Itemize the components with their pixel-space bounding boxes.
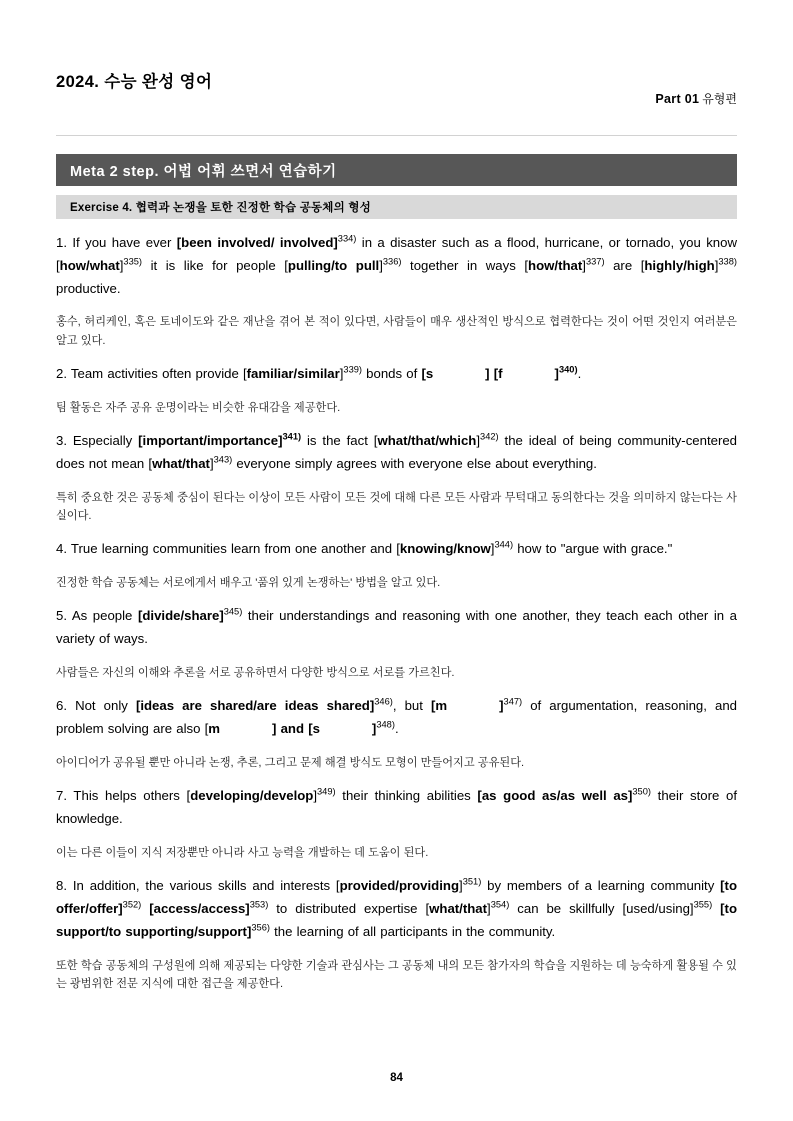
question-korean-translation: 특히 중요한 것은 공동체 중심이 된다는 이상이 모든 사람이 모든 것에 대해 다른 모든 사람과 무턱대고 동의한다는 것을 의미하지 않는다는 사실이다. bbox=[56, 491, 737, 522]
answer-blank[interactable] bbox=[447, 695, 499, 718]
sentence-text: their store of knowledge. bbox=[56, 788, 737, 826]
footnote-marker: 340) bbox=[558, 364, 578, 375]
answer-blank[interactable] bbox=[220, 718, 272, 741]
question-item bbox=[56, 430, 737, 525]
footnote-marker: 354) bbox=[490, 899, 510, 910]
sentence-text: ] bbox=[313, 788, 318, 804]
question-english-text bbox=[56, 232, 737, 300]
question-item bbox=[56, 605, 737, 682]
sentence-text: it is like for people [ bbox=[142, 257, 288, 273]
choice-option: [important/importance] bbox=[138, 433, 283, 449]
choice-option: ] bbox=[499, 698, 504, 714]
question-english-text bbox=[56, 538, 737, 561]
choice-option: and bbox=[276, 721, 309, 737]
choice-option: provided/providing bbox=[339, 878, 460, 894]
sentence-text: ] bbox=[209, 455, 214, 471]
sentence-text: 1. If you have ever bbox=[56, 235, 177, 251]
running-head bbox=[56, 0, 737, 121]
choice-option: familiar/similar bbox=[246, 365, 340, 381]
question-korean-translation: 이는 다른 이들이 지식 저장뿐만 아니라 사고 능력을 개발하는 데 도움이 된다. bbox=[56, 846, 429, 859]
footnote-marker: 336) bbox=[382, 256, 402, 267]
footnote-marker: 351) bbox=[462, 876, 482, 887]
footnote-marker: 344) bbox=[494, 539, 514, 550]
choice-option: [f bbox=[493, 365, 503, 381]
exercise-banner bbox=[56, 195, 737, 219]
sentence-text: is the fact [ bbox=[301, 433, 378, 449]
sentence-text: in a disaster such as a flood, hurricane, or tornado, you know [ bbox=[56, 235, 737, 273]
footnote-marker: 345) bbox=[223, 607, 243, 618]
sentence-text: 4. True learning communities learn from one another and [ bbox=[56, 541, 400, 557]
question-english-text bbox=[56, 785, 737, 830]
sentence-text: how to "argue with grace." bbox=[513, 541, 673, 557]
sentence-text: their understandings and reasoning with one another, they teach each other in a variety of ways. bbox=[56, 608, 737, 647]
sentence-text: their thinking abilities bbox=[335, 788, 478, 804]
choice-option: [s bbox=[421, 365, 434, 381]
sentence-text: productive. bbox=[56, 280, 121, 296]
footnote-marker: 350) bbox=[632, 786, 651, 797]
footnote-marker: 352) bbox=[122, 899, 142, 910]
choice-option: ] bbox=[554, 365, 559, 381]
sentence-text: ] bbox=[490, 541, 495, 557]
footnote-marker: 335) bbox=[123, 256, 143, 267]
question-item bbox=[56, 695, 737, 772]
choice-option: what/that bbox=[429, 900, 488, 916]
choice-option: pulling/to pull bbox=[287, 257, 380, 273]
choice-option: developing/develop bbox=[190, 788, 314, 804]
book-title: 2024. 수능 완성 영어 bbox=[56, 73, 213, 91]
footnote-marker: 334) bbox=[337, 233, 357, 244]
sentence-text: ] bbox=[379, 257, 383, 273]
question-item bbox=[56, 232, 737, 350]
sentence-text: to distributed expertise [ bbox=[268, 900, 430, 916]
part-indicator bbox=[635, 76, 737, 121]
choice-option: [ideas are shared/are ideas shared] bbox=[135, 698, 375, 714]
question-list bbox=[56, 232, 737, 993]
exercise-title: Exercise 4. 협력과 논쟁을 토한 진정한 학습 공동체의 형성 bbox=[70, 202, 371, 214]
question-korean-translation: 홍수, 허리케인, 혹은 토네이도와 같은 재난을 겪어 본 적이 있다면, 사람들이 매우 생산적인 방식으로 협력한다는 것이 어떤 것인지 여러분은 알고 있다. bbox=[56, 316, 737, 347]
choice-option: [been involved/ involved] bbox=[176, 235, 338, 251]
sentence-text: everyone simply agrees with everyone else about everything. bbox=[232, 455, 597, 471]
sentence-text: the ideal of being community-centered does not mean [ bbox=[56, 433, 738, 471]
sentence-text: are [ bbox=[604, 257, 645, 273]
sentence-text: 8. In addition, the various skills and interests [ bbox=[56, 878, 340, 894]
sentence-text: by members of a learning community bbox=[481, 878, 721, 894]
choice-option: [to support/to supporting/support] bbox=[56, 900, 737, 939]
footnote-marker: 341) bbox=[282, 431, 302, 442]
part-sub-label: 유형편 bbox=[702, 92, 737, 106]
footnote-marker: 355) bbox=[693, 899, 713, 910]
page-number: 84 bbox=[390, 1072, 403, 1084]
choice-option: ] bbox=[272, 721, 277, 737]
footnote-marker: 337) bbox=[585, 256, 605, 267]
question-item bbox=[56, 785, 737, 862]
choice-option: what/that bbox=[152, 455, 210, 471]
footnote-marker: 347) bbox=[503, 696, 523, 707]
part-label: Part 01 bbox=[655, 92, 700, 106]
sentence-text: ] bbox=[582, 257, 586, 273]
footnote-marker: 339) bbox=[343, 364, 363, 375]
sentence-text: . bbox=[394, 721, 399, 737]
answer-blank[interactable] bbox=[320, 718, 372, 741]
meta-step-title: Meta 2 step. 어법 어휘 쓰면서 연습하기 bbox=[70, 163, 337, 180]
question-item bbox=[56, 538, 737, 592]
question-korean-translation: 사람들은 자신의 이해와 추론을 서로 공유하면서 다양한 방식으로 서로를 가르친다. bbox=[56, 667, 455, 680]
sentence-text: ] bbox=[459, 878, 463, 894]
choice-option: how/that bbox=[528, 257, 583, 273]
sentence-text: 7. This helps others [ bbox=[56, 788, 191, 804]
meta-step-banner bbox=[56, 154, 737, 186]
choice-option: what/that/which bbox=[377, 433, 477, 449]
question-korean-translation: 진정한 학습 공동체는 서로에게서 배우고 '품위 있게 논쟁하는' 방법을 알고 있다. bbox=[56, 577, 441, 590]
sentence-text bbox=[712, 901, 720, 916]
choice-option: how/what bbox=[59, 257, 120, 273]
choice-option: [access/access] bbox=[149, 900, 250, 916]
sentence-text: can be skillfully [used/using] bbox=[509, 900, 694, 916]
header-divider bbox=[56, 135, 737, 136]
sentence-text: 6. Not only bbox=[56, 698, 136, 714]
choice-option: [as good as/as well as] bbox=[477, 788, 633, 804]
choice-option: knowing/know bbox=[399, 541, 491, 557]
footnote-marker: 353) bbox=[249, 899, 269, 910]
choice-option: ] bbox=[371, 721, 377, 737]
question-korean-translation: 팀 활동은 자주 공유 운명이라는 비슷한 유대감을 제공한다. bbox=[56, 401, 341, 414]
sentence-text: bonds of bbox=[362, 365, 422, 381]
question-english-text bbox=[56, 430, 737, 475]
question-korean-translation: 또한 학습 공동체의 구성원에 의해 제공되는 다양한 기술과 관심사는 그 공동체 내의 모든 참가자의 학습을 지원하는 데 능숙하게 활용될 수 있는 광범위한 전문 지식에 대한 접근을 제공한다. bbox=[56, 959, 737, 990]
choice-option: [divide/share] bbox=[137, 608, 224, 624]
question-english-text bbox=[56, 363, 737, 386]
footnote-marker: 356) bbox=[251, 922, 270, 933]
answer-blank[interactable] bbox=[503, 363, 555, 386]
sentence-text: ] bbox=[487, 900, 491, 916]
sentence-text: of argumentation, reasoning, and problem solving are also [ bbox=[56, 698, 737, 737]
question-english-text bbox=[56, 695, 737, 740]
footnote-marker: 343) bbox=[213, 454, 233, 465]
footnote-marker: 338) bbox=[718, 256, 737, 267]
question-english-text bbox=[56, 605, 737, 650]
sentence-text: 3. Especially bbox=[56, 433, 139, 449]
sentence-text: together in ways [ bbox=[401, 257, 529, 273]
footnote-marker: 346) bbox=[374, 696, 393, 707]
footnote-marker: 349) bbox=[317, 786, 336, 797]
question-item bbox=[56, 875, 737, 993]
choice-option: [to offer/offer] bbox=[56, 878, 737, 916]
sentence-text: 5. As people bbox=[56, 608, 138, 624]
question-english-text bbox=[56, 875, 737, 943]
sentence-text: , but bbox=[392, 698, 431, 714]
choice-option: [s bbox=[308, 721, 320, 737]
sentence-text: 2. Team activities often provide [ bbox=[56, 365, 247, 381]
footnote-marker: 348) bbox=[376, 719, 395, 730]
choice-option: highly/high bbox=[644, 257, 715, 273]
sentence-text: ] bbox=[714, 257, 719, 273]
question-korean-translation: 아이디어가 공유될 뿐만 아니라 논쟁, 추론, 그리고 문제 해결 방식도 모형이 만들어지고 공유된다. bbox=[56, 756, 525, 769]
choice-option: m bbox=[208, 721, 220, 737]
sentence-text: ] bbox=[476, 433, 481, 449]
sentence-text: . bbox=[577, 365, 582, 381]
sentence-text: ] bbox=[119, 257, 124, 273]
choice-option: ] bbox=[485, 365, 490, 381]
sentence-text: the learning of all participants in the community. bbox=[269, 923, 556, 939]
sentence-text: ] bbox=[339, 365, 344, 381]
answer-blank[interactable] bbox=[433, 363, 485, 386]
choice-option: [m bbox=[431, 698, 448, 714]
footnote-marker: 342) bbox=[480, 431, 499, 442]
question-item bbox=[56, 363, 737, 417]
